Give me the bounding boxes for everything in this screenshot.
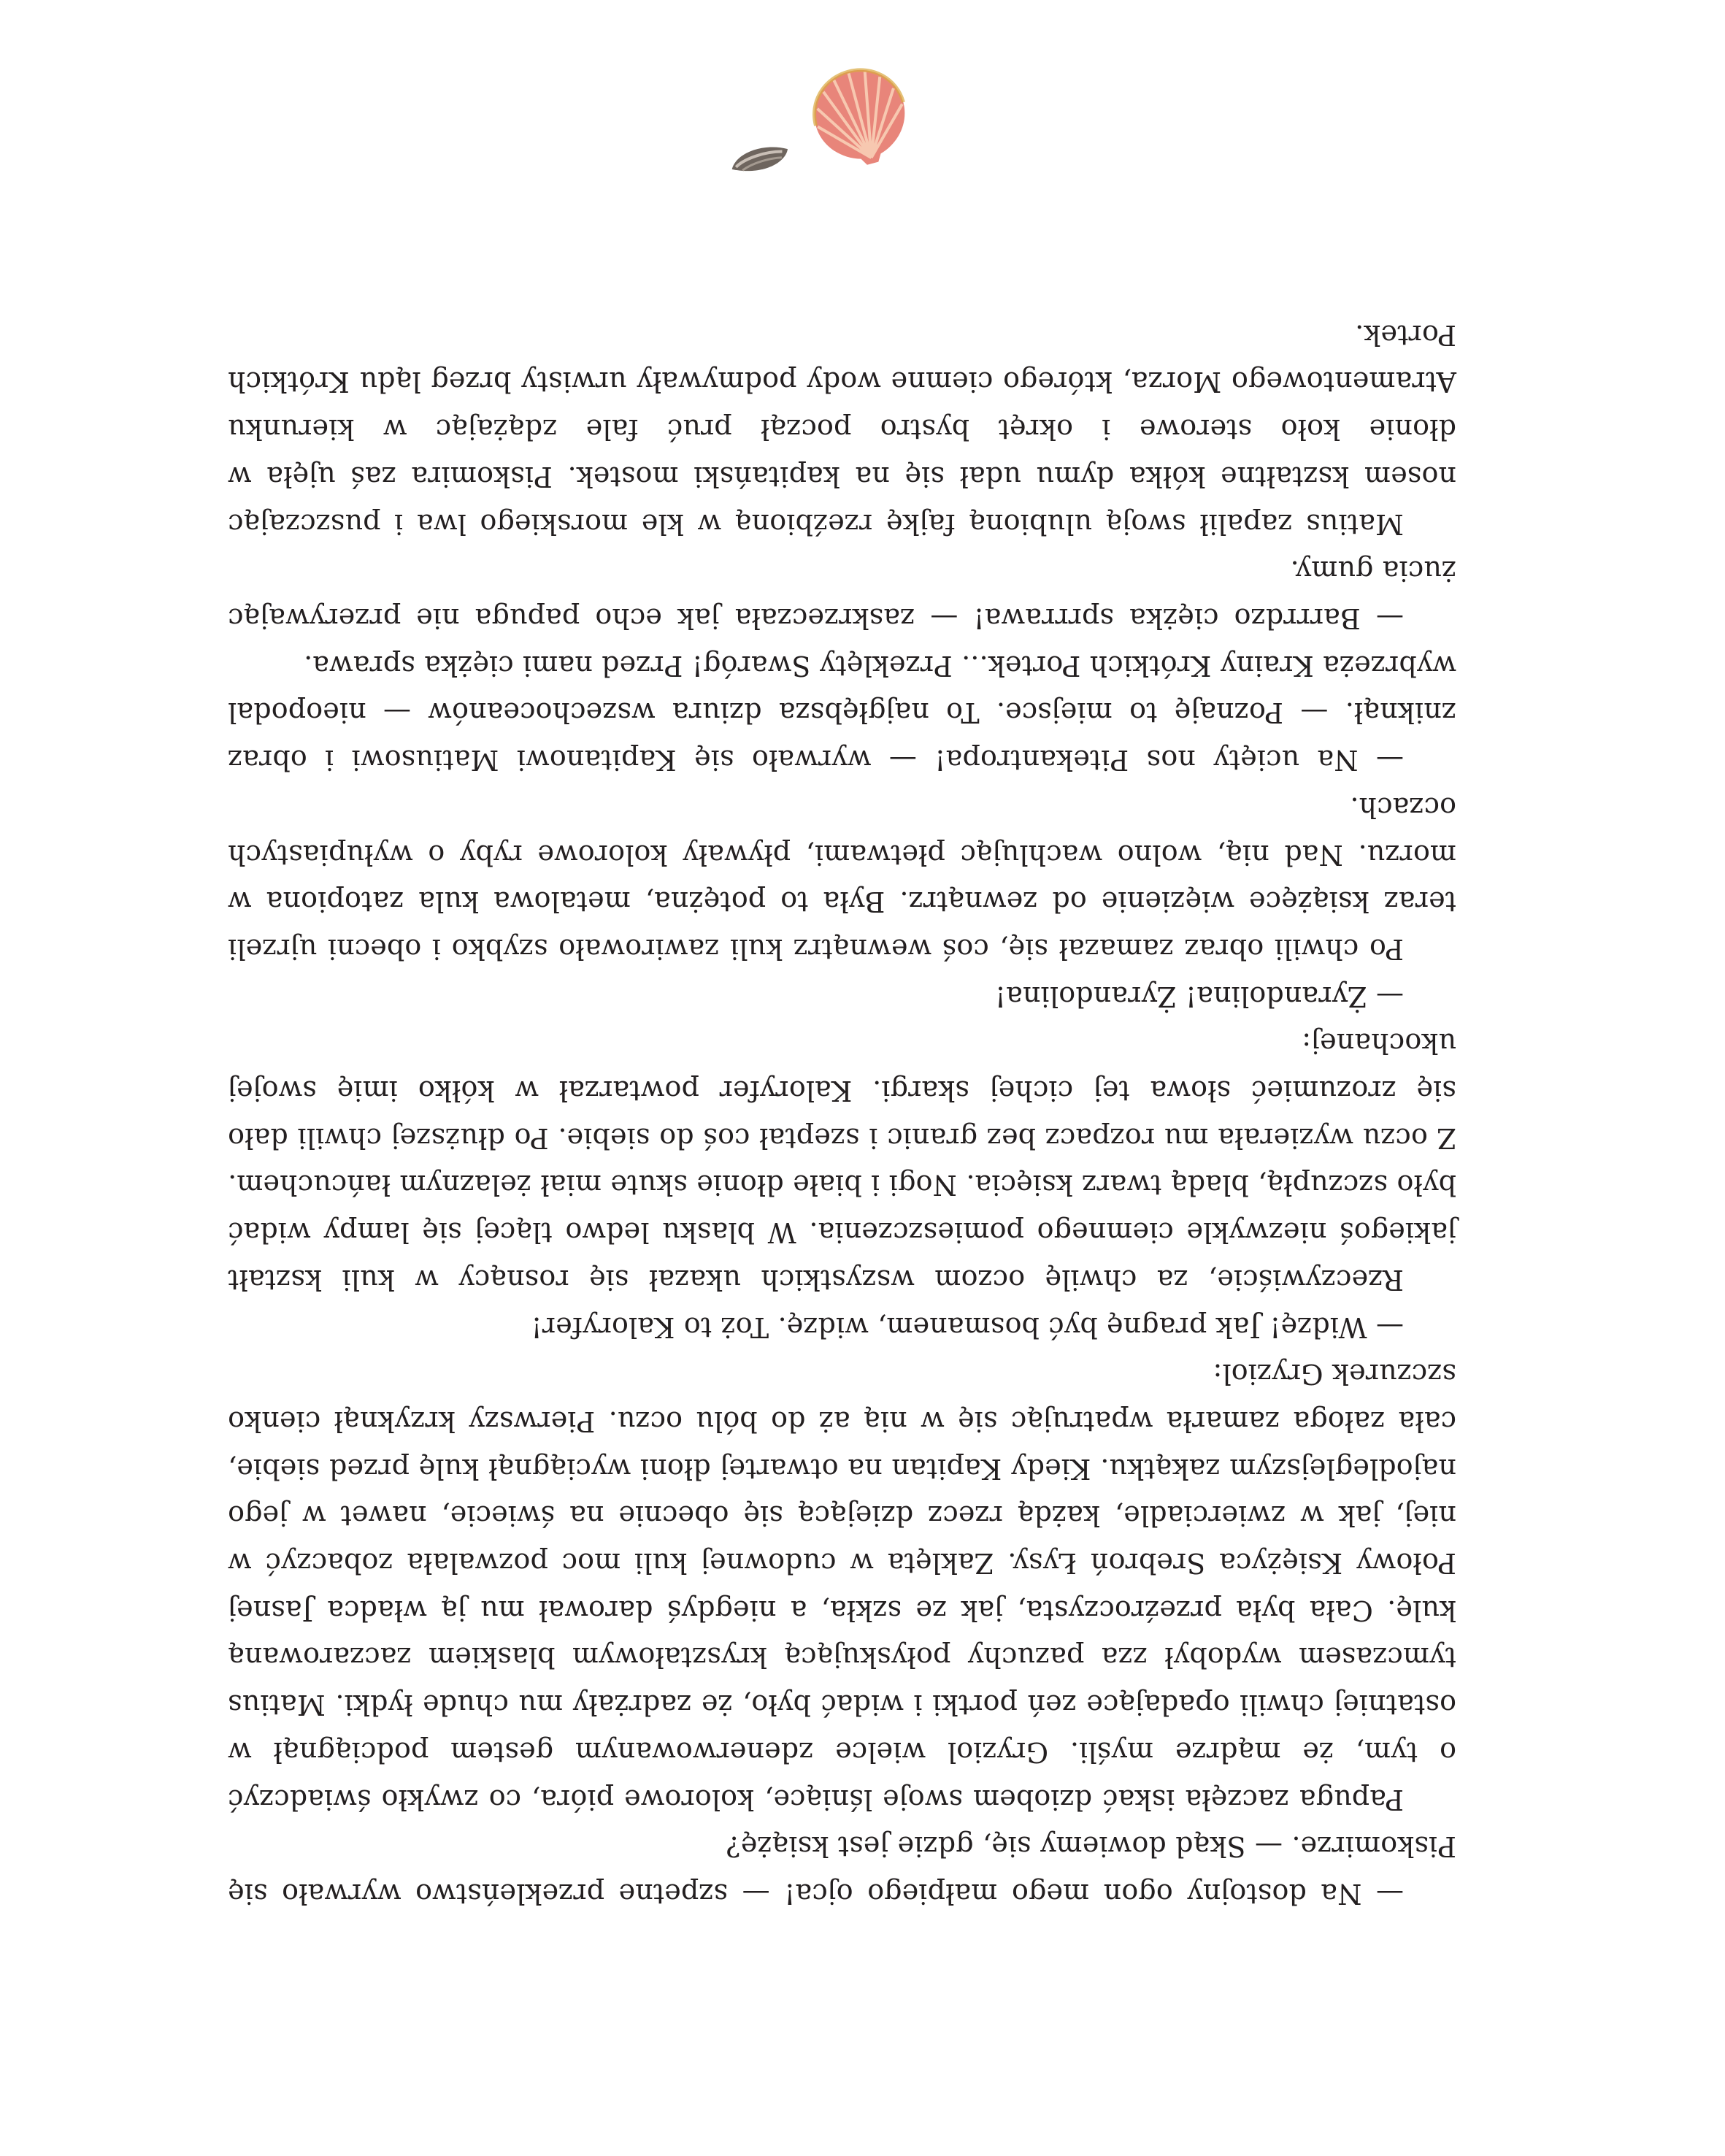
- pink-scallop-shell-icon: [804, 60, 916, 175]
- paragraph-ball-vision: Papuga zaczęła iskać dziobem swoje lśniące, kolorowe pióra, co zwykło świadczyć o tym, że mądrze myśli. Gryziol wielce zdenerwowanym gestem podciągnął w ostatniej chwili opadające zeń portki i widać było, że zadrżały mu chude łydki. Matius tymczasem wydobył zza pazuchy połyskującą kryształowym blaskiem zaczarowaną kulę. Cała była przeźroczysta, jak ze szkła, a niegdyś darował mu ją władca Jasnej Połowy Księżyca Srebroń Łysy. Zaklęta w cudownej kuli moc pozwalała zobaczyć w niej, jak w zwierciadle, każdą rzecz dziejącą się obecnie na świecie, nawet w jego najodleglejszym zakątku. Kiedy Kapitan na otwartej dłoni wyciągnął kulę przed siebie, cała załoga zamarła wpatrując się w nią aż do bólu oczu. Pierwszy krzyknął cienko szczurek Gryziol:: [228, 1358, 1456, 1816]
- paragraph-voyage: Matius zapalił swoją ulubioną fajkę rzeźbioną w kle morskiego lwa i puszczając nosem kształtne kółka dymu udał się na kapitański mostek. Piskomira zaś ujęła w dłonie koło sterowe i okręt bystro począł pruć fale zdążając w kierunku Atramentowego Morza, którego ciemne wody podmywały urwisty brzeg lądu Krótkich Portek.: [228, 318, 1456, 540]
- page-text: [228, 311, 1456, 1917]
- paragraph-dialog-pitekantrop: — Na ucięty nos Pitekantropa! — wyrwało się Kapitanowi Matiusowi i obraz zniknął. — Poznaję to miejsce. To najgłębsza dziura wszechoceanów — nieopodal wybrzeża Krainy Krótkich Portek... Przeklęty Swaróg! Przed nami ciężka sprawa.: [228, 649, 1456, 777]
- paragraph-dialog-zyrandolina: — Żyrandolina! Żyrandolina!: [994, 980, 1404, 1013]
- paragraph-dialog-parrot: — Barrrdzo ciężka sprrrawa! — zaskrzeczała jak echo papuga nie przerywając żucia gumy.: [228, 555, 1456, 635]
- seashells-illustration: [710, 39, 929, 185]
- paragraph-metal-ball: Po chwili obraz zamazał się, coś wewnątrz kuli zawirowało szybko i obecni ujrzeli teraz książęce więzienie od zewnątrz. Była to potężna, metalowa kula zatopiona w morzu. Nad nią, wolno wachlując płetwami, pływały kolorowe ryby o wyłupiastych oczach.: [228, 791, 1456, 965]
- gray-mussel-shell-icon: [729, 144, 791, 174]
- paragraph-dialog-kaloryfer: — Widzę! Jak pragnę być bosmanem, widzę. Toż to Kaloryfer!: [531, 1311, 1404, 1343]
- paragraph-prison-room: Rzeczywiście, za chwilę oczom wszystkich ukazał się rosnący w kuli kształt jakiegoś niezwykle ciemnego pomieszczenia. W blasku ledwo tlącej się lampy widać było szczupłą, bladą twarz księcia. Nogi i białe dłonie skute miał żelaznym łańcuchem. Z oczu wyzierała mu rozpacz bez granic i szeptał coś do siebie. Po dłuższej chwili dało się zrozumieć słowa tej cichej skargi. Kaloryfer powtarzał w kółko imię swojej ukochanej:: [228, 1027, 1456, 1296]
- paragraph-dialog-1: — Na dostojny ogon mego małpiego ojca! — szpetne przekleństwo wyrwało się Piskomirze. — Skąd dowiemy się, gdzie jest książę?: [228, 1830, 1456, 1910]
